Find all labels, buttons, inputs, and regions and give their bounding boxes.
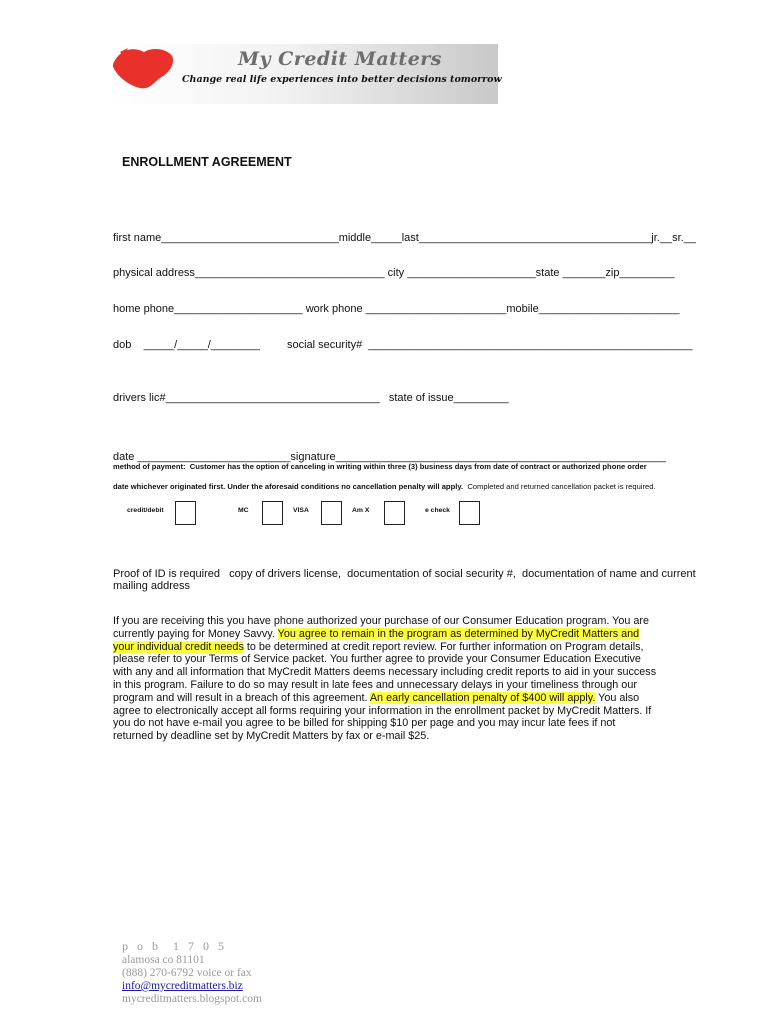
address-line: physical address_______________________________ city _____________________state _______zip_________: [113, 267, 675, 279]
page-title: ENROLLMENT AGREEMENT: [122, 155, 292, 169]
agreement-highlight-1: You agree to remain in the program as determined by MyCredit Matters and your individual credit needs: [113, 627, 640, 653]
option-amex-checkbox[interactable]: [384, 501, 405, 525]
header-banner: [110, 44, 502, 104]
logo-icon: [110, 44, 180, 92]
option-visa-label: VISA: [293, 507, 309, 514]
phone-line: home phone_____________________ work phone _______________________mobile_______________________: [113, 303, 680, 315]
footer-blog: mycreditmatters.blogspot.com: [122, 993, 262, 1005]
agreement-paragraph: [113, 615, 658, 743]
brand-name: My Credit Matters: [238, 48, 442, 70]
agreement-text-3: You also agree to electronically accept all forms requiring your information in the enrollment packet by MyCredit Matters. If you do not have e-mail you agree to be billed for shipping $10 per page and you may incur late fees if not returned by deadline set by MyCredit Matters by fax or e-mail $25.: [113, 691, 652, 743]
option-echeck-checkbox[interactable]: [459, 501, 480, 525]
proof-id-text-2: mailing address: [113, 580, 191, 592]
dob-line: dob _____/_____/________: [113, 339, 260, 351]
cancellation-text: [113, 476, 656, 494]
option-credit-debit-checkbox[interactable]: [175, 501, 196, 525]
option-amex-label: Am X: [352, 507, 370, 514]
footer-email: [122, 980, 243, 992]
agreement-text-1: If you are receiving this you have phone authorized your purchase of our Consumer Education program. You are currently paying for Money Savvy.: [113, 615, 649, 640]
option-credit-debit-label: credit/debit: [127, 507, 164, 514]
payment-method-text: method of payment: Customer has the option of canceling in writing within three (3) business days from date of contract or authorized phone order: [113, 462, 647, 471]
agreement-highlight-2: An early cancellation penalty of $400 will apply.: [369, 691, 596, 704]
option-visa-checkbox[interactable]: [321, 501, 342, 525]
cancellation-normal: Completed and returned cancellation packet is required.: [463, 482, 656, 491]
agreement-text-2: to be determined at credit report review. For further information on Program details, please refer to your Terms of Service packet. You further agree to provide your Consumer Education Executive with any and all information that MyCredit Matters deems necessary including credit reports to aid in your success in this program. Failure to do so may result in late fees and unnecessary delays in your timeliness through our program and will result in a breach of this agreement.: [113, 640, 657, 704]
date-signature-line: date _________________________signature______________________________________________________: [113, 451, 667, 463]
brand-tagline: Change real life experiences into better decisions tomorrow: [182, 74, 502, 85]
footer-phone: (888) 270-6792 voice or fax: [122, 967, 252, 979]
option-echeck-label: e check: [425, 507, 450, 514]
proof-id-text: Proof of ID is required copy of drivers license, documentation of social security #, documentation of name and current: [113, 568, 696, 580]
footer-email-link[interactable]: info@mycreditmatters.biz: [122, 980, 243, 992]
name-line: first name_____________________________middle_____last______________________________________jr.__sr.__: [113, 232, 696, 244]
footer-pob: p o b 1 7 0 5: [122, 939, 227, 953]
option-mc-checkbox[interactable]: [262, 501, 283, 525]
cancellation-bold: date whichever originated first. Under the aforesaid conditions no cancellation penalty will apply.: [113, 482, 464, 491]
ssn-line: social security# _____________________________________________________: [287, 339, 693, 351]
footer-city: alamosa co 81101: [122, 954, 205, 966]
option-mc-label: MC: [238, 507, 249, 514]
drivers-license-line: drivers lic#___________________________________ state of issue_________: [113, 392, 509, 404]
